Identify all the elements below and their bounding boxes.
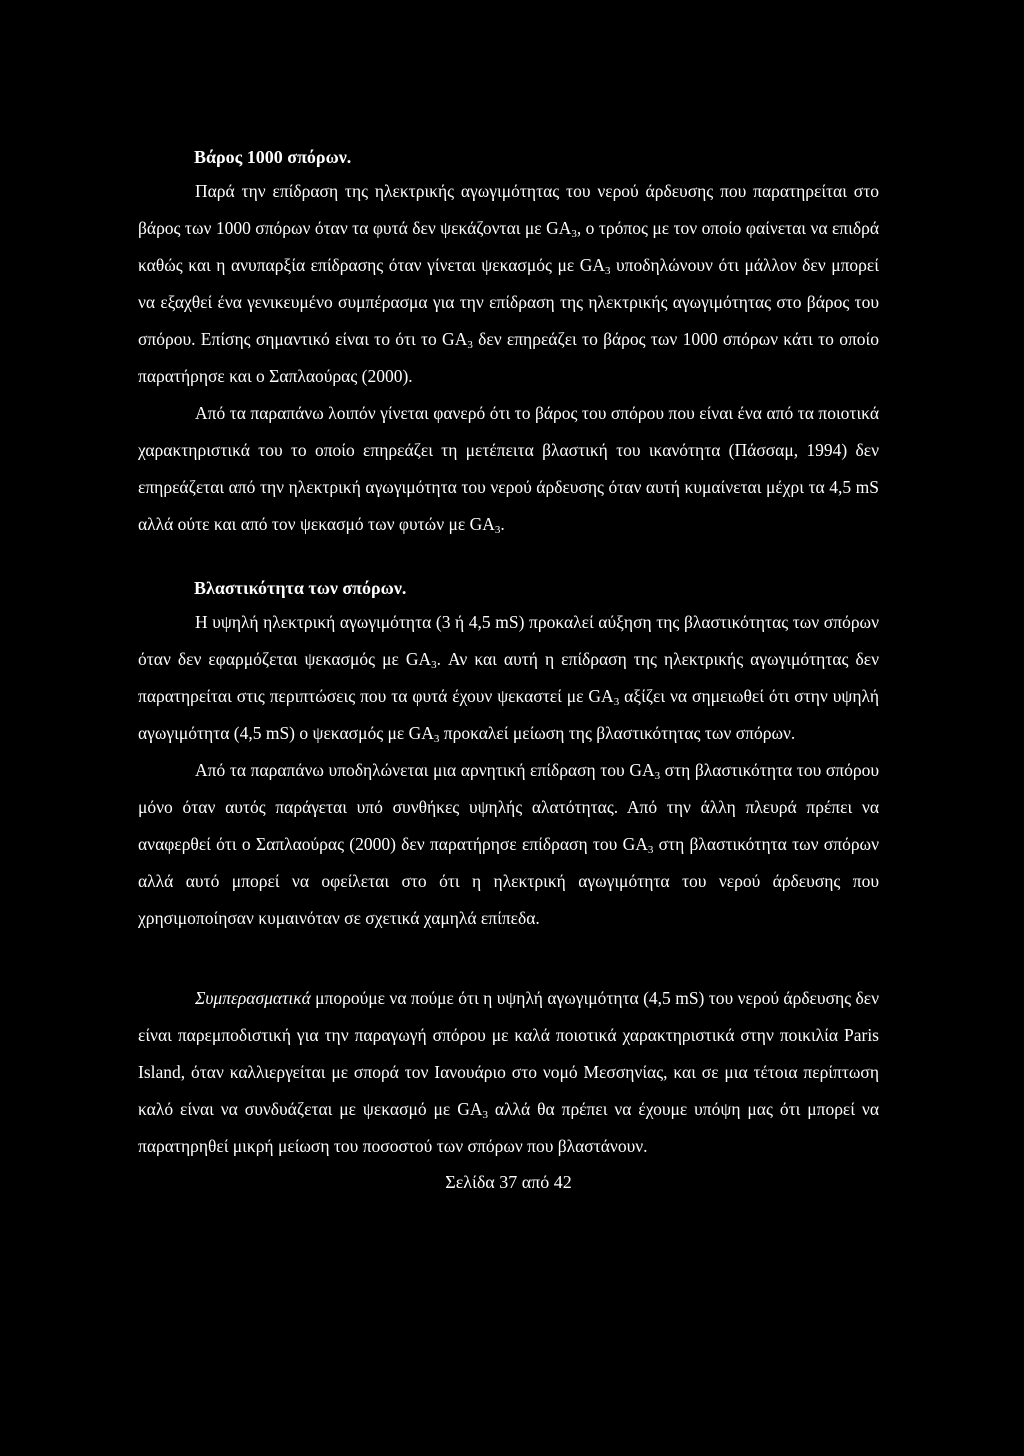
paragraph-germination-2: Από τα παραπάνω υποδηλώνεται μια αρνητική επίδραση του $GA_3$ στη βλαστικότητα του σπόρου μόνο όταν αυτός παράγεται υπό συνθήκες υψηλής αλατότητας. Από την άλλη πλευρά πρέπει να αναφερθεί ότι ο Σαπλαούρας (2000) δεν παρατήρησε επίδραση του $GA_3$ στη βλαστικότητα των σπόρων αλλά αυτό μπορεί να οφείλεται στο ότι η ηλεκτρική αγωγιμότητα του νερού άρδευσης που χρησιμοποίησαν κυμαινόταν σε σχετικά χαμηλά επίπεδα. <box>138 760 879 928</box>
page-number-footer: Σελίδα 37 από 42 <box>445 1172 572 1192</box>
conclusion-lead: Συμπερασματικά <box>195 988 311 1008</box>
paragraph-conclusion: Συμπερασματικά μπορούμε να πούμε ότι η υψηλή αγωγιμότητα (4,5 mS) του νερού άρδευσης δεν είναι παρεμποδιστική για την παραγωγή σπόρου με καλά ποιοτικά χαρακτηριστικά στην ποικιλία Paris Island, όταν καλλιεργείται με σπορά τον Ιανουάριο στο νομό Μεσσηνίας, και σε μια τέτοια περίπτωση καλό είναι να συνδυάζεται με ψεκασμό με $GA_3$ αλλά θα πρέπει να έχουμε υπόψη μας ότι μπορεί να παρατηρηθεί μικρή μείωση του ποσοστού των σπόρων που βλαστάνουν. <box>138 988 879 1156</box>
paragraph-seed-weight-1: Παρά την επίδραση της ηλεκτρικής αγωγιμότητας του νερού άρδευσης που παρατηρείται στο βάρος των 1000 σπόρων όταν τα φυτά δεν ψεκάζονται με $GA_3$, ο τρόπος με τον οποίο φαίνεται να επιδρά καθώς και η ανυπαρξία επίδρασης όταν γίνεται ψεκασμός με $GA_3$ υποδηλώνουν ότι μάλλον δεν μπορεί να εξαχθεί ένα γενικευμένο συμπέρασμα για την επίδραση της ηλεκτρικής αγωγιμότητας στο βάρος του σπόρου. Επίσης σημαντικό είναι το ότι το $GA_3$ δεν επηρεάζει το βάρος των 1000 σπόρων κάτι το οποίο παρατήρησε και ο Σαπλαούρας (2000). <box>138 181 879 386</box>
paragraph-germination-1: Η υψηλή ηλεκτρική αγωγιμότητα (3 ή 4,5 mS) προκαλεί αύξηση της βλαστικότητας των σπόρων όταν δεν εφαρμόζεται ψεκασμός με $GA_3$. Αν και αυτή η επίδραση της ηλεκτρικής αγωγιμότητας δεν παρατηρείται στις περιπτώσεις που τα φυτά έχουν ψεκαστεί με $GA_3$ αξίζει να σημειωθεί ότι στην υψηλή αγωγιμότητα (4,5 mS) ο ψεκασμός με $GA_3$ προκαλεί μείωση της βλαστικότητας των σπόρων. <box>138 612 880 745</box>
document-page <box>138 145 880 1192</box>
section-heading-seed-weight: Βάρος 1000 σπόρων. <box>194 147 352 167</box>
paragraph-seed-weight-2: Από τα παραπάνω λοιπόν γίνεται φανερό ότι το βάρος του σπόρου που είναι ένα από τα ποιοτικά χαρακτηριστικά του το οποίο επηρεάζει τη μετέπειτα βλαστική του ικανότητα (Πάσσαμ, 1994) δεν επηρεάζεται από την ηλεκτρική αγωγιμότητα του νερού άρδευσης όταν αυτή κυμαίνεται μέχρι τα 4,5 mS αλλά ούτε και από τον ψεκασμό των φυτών με $GA_3$. <box>138 403 879 536</box>
section-heading-germination: Βλαστικότητα των σπόρων. <box>194 578 407 598</box>
